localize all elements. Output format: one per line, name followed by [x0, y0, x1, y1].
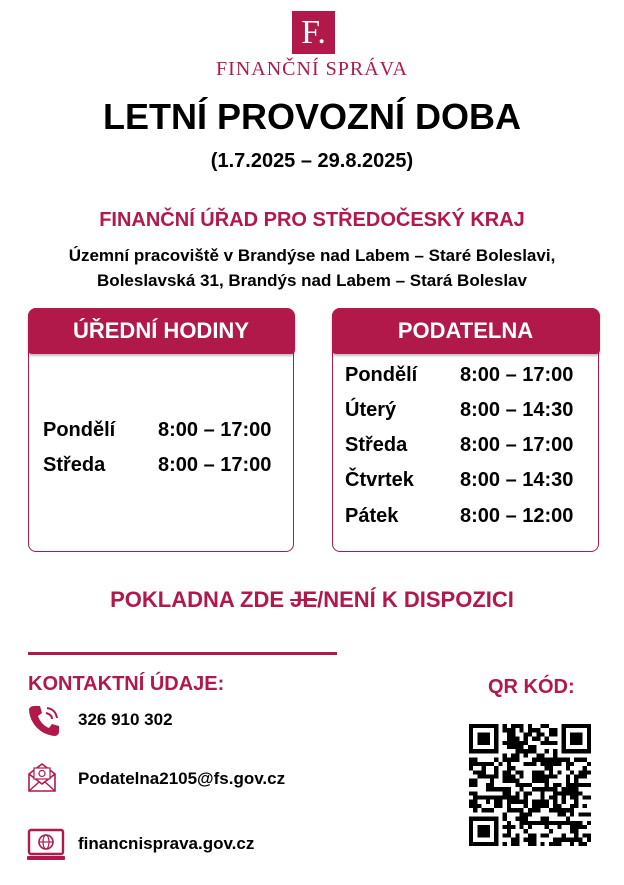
filing-office-time: 8:00 – 14:30 [460, 399, 574, 421]
filing-office-box [332, 308, 599, 552]
filing-office-day: Pátek [345, 505, 399, 527]
cashdesk-struck: JE [290, 587, 318, 612]
page-title: LETNÍ PROVOZNÍ DOBA [102, 96, 521, 137]
date-range: (1.7.2025 – 29.8.2025) [210, 150, 414, 172]
contact-title: KONTAKTNÍ ÚDAJE: [28, 673, 225, 695]
website-url[interactable]: financnisprava.gov.cz [78, 834, 255, 853]
phone-icon [26, 703, 62, 739]
logo-letter: F. [301, 14, 326, 51]
cashdesk-suffix: /NENÍ K DISPOZICI [317, 587, 514, 612]
office-hours-box [28, 308, 294, 552]
filing-office-day: Úterý [345, 399, 397, 421]
office-hours-day: Středa [43, 454, 106, 476]
email-icon [26, 760, 58, 794]
office-hours-day: Pondělí [43, 419, 116, 441]
filing-office-day: Čtvrtek [345, 469, 414, 491]
address-line-2: Boleslavská 31, Brandýs nad Labem – Stará Boleslav [97, 271, 527, 290]
filing-office-day: Středa [345, 434, 408, 456]
cashdesk-notice [0, 587, 624, 613]
cashdesk-prefix: POKLADNA ZDE [110, 587, 291, 612]
filing-office-day: Pondělí [345, 364, 418, 386]
office-hours-title: ÚŘEDNÍ HODINY [28, 308, 295, 354]
qr-title: QR KÓD: [488, 676, 575, 698]
web-icon [26, 828, 66, 862]
filing-office-title: PODATELNA [332, 308, 600, 354]
qr-code-icon[interactable] [469, 724, 591, 846]
office-hours-time: 8:00 – 17:00 [158, 419, 272, 441]
filing-office-time: 8:00 – 14:30 [460, 469, 574, 491]
filing-office-time: 8:00 – 12:00 [460, 505, 574, 527]
logo-mark [292, 11, 335, 54]
email-address[interactable]: Podatelna2105@fs.gov.cz [78, 769, 286, 788]
contact-divider [28, 652, 337, 655]
office-name: FINANČNÍ ÚŘAD PRO STŘEDOČESKÝ KRAJ [99, 209, 525, 231]
filing-office-time: 8:00 – 17:00 [460, 364, 574, 386]
logo-text: FINANČNÍ SPRÁVA [216, 58, 408, 80]
phone-number[interactable]: 326 910 302 [78, 710, 173, 729]
filing-office-time: 8:00 – 17:00 [460, 434, 574, 456]
office-hours-time: 8:00 – 17:00 [158, 454, 272, 476]
address-line-1: Územní pracoviště v Brandýse nad Labem – Staré Boleslavi, [68, 246, 556, 265]
